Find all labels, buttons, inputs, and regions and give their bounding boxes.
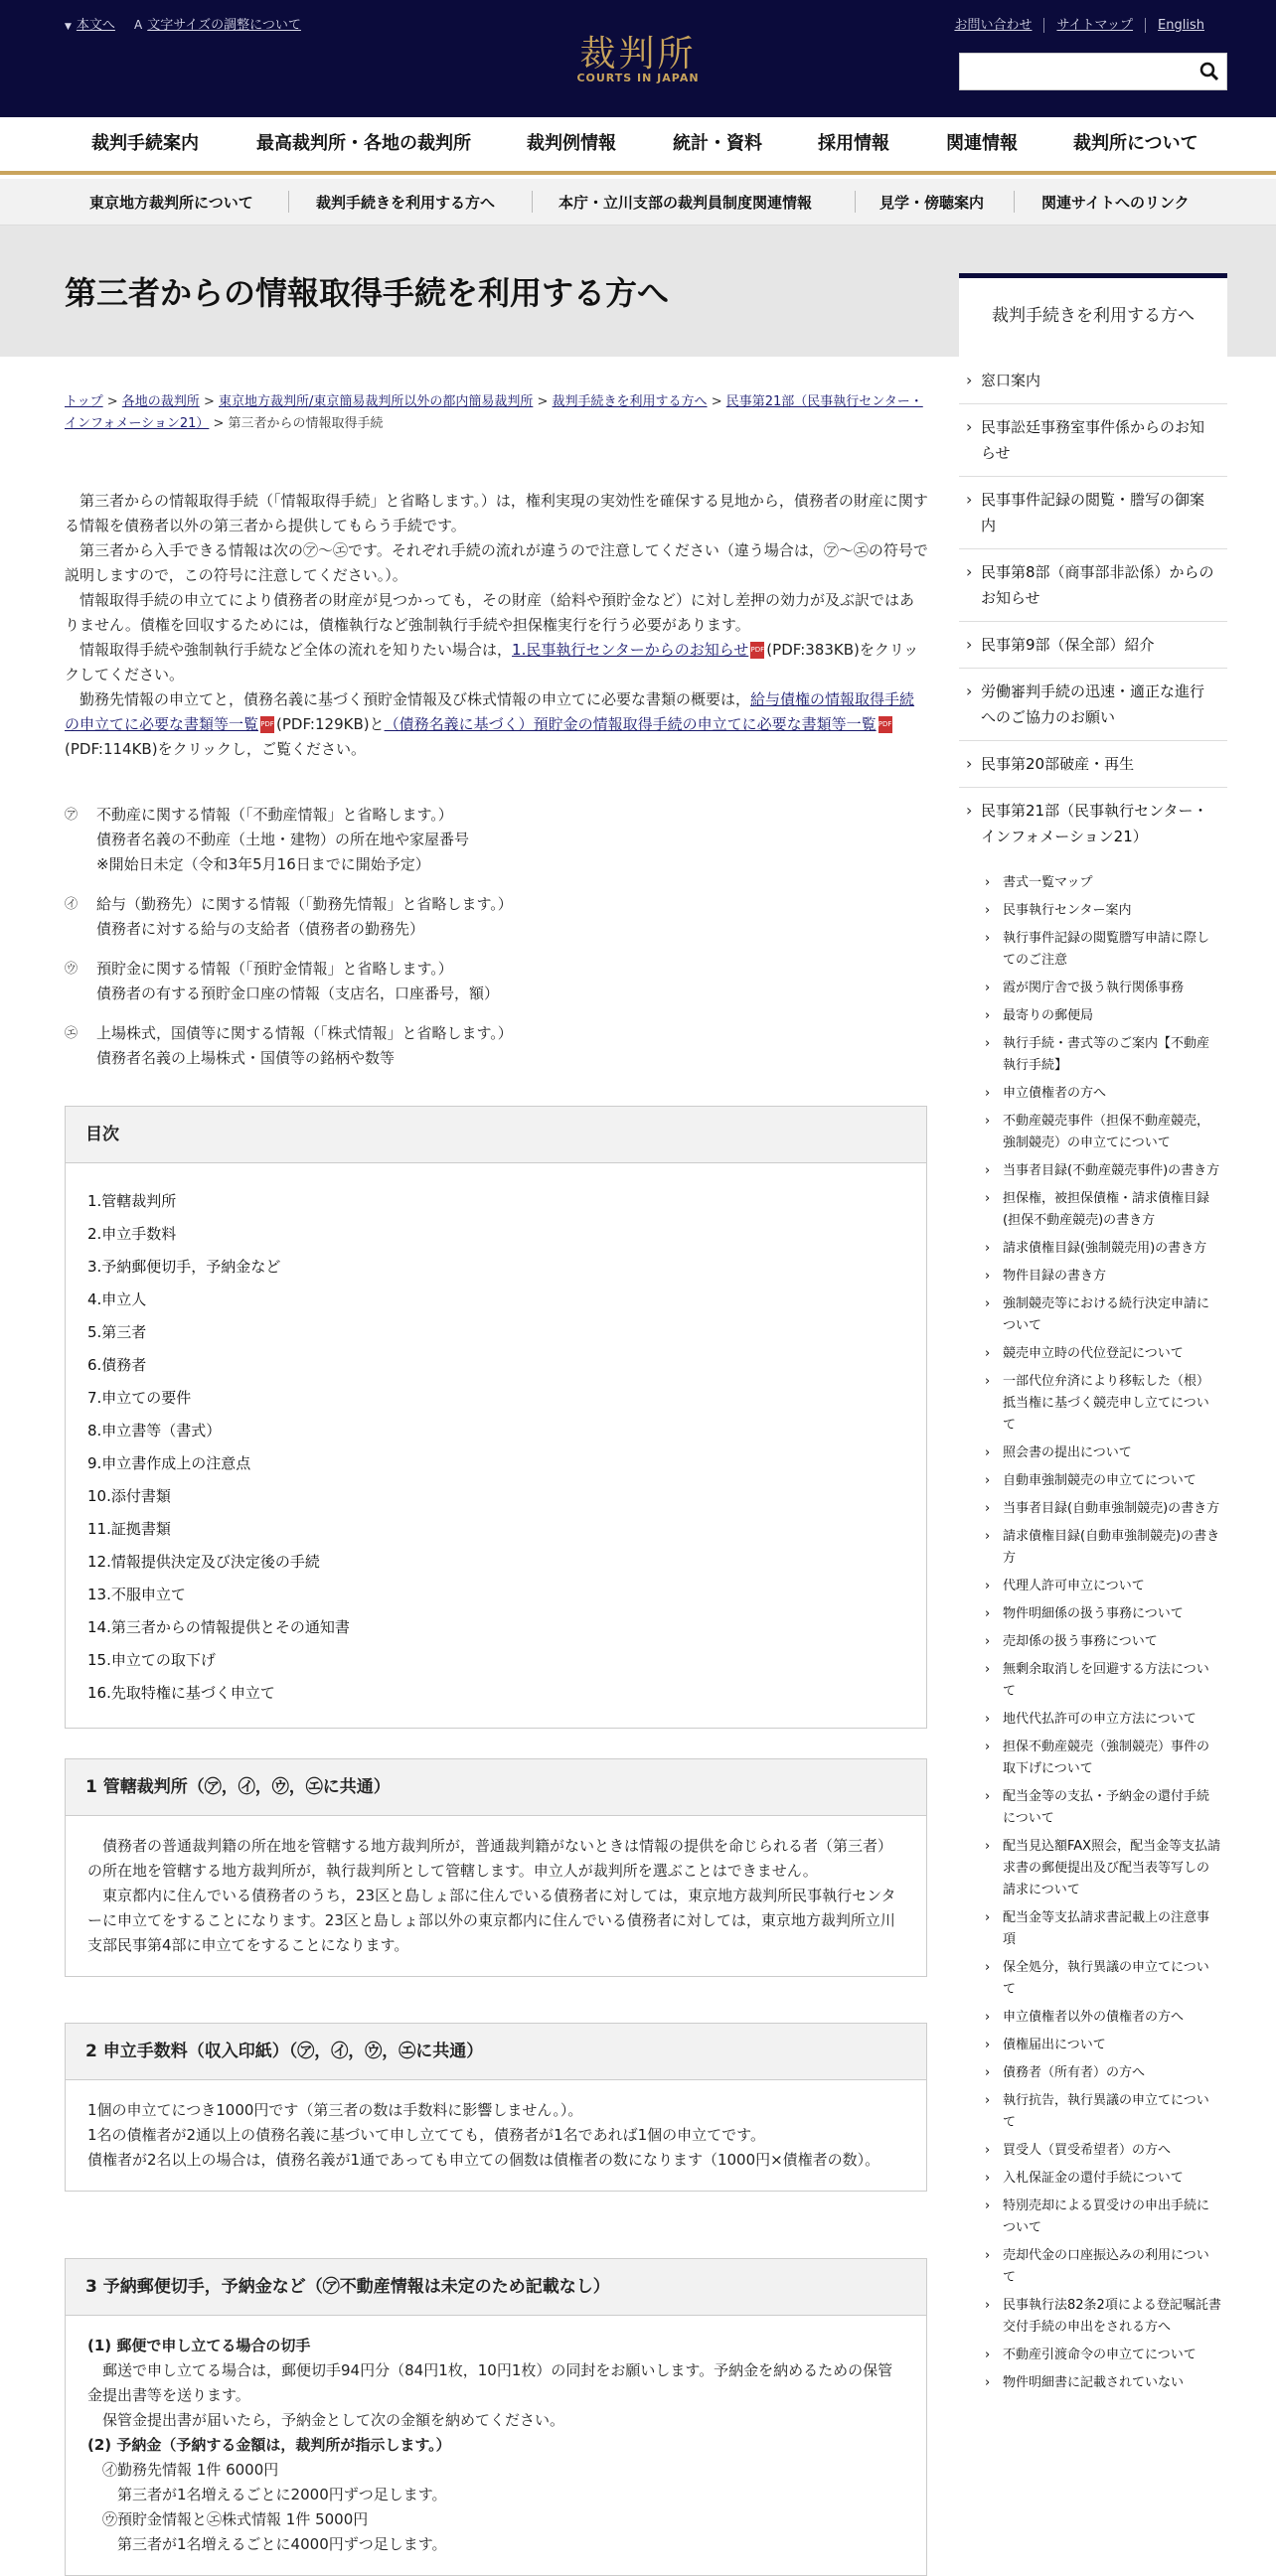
info-type-mark: ㋒ xyxy=(65,962,79,977)
search-icon xyxy=(1191,53,1228,90)
main-nav xyxy=(0,117,1276,173)
sidebar-subitem[interactable]: › 最寄りの郵便局 xyxy=(959,1002,1227,1030)
toc-list xyxy=(66,1163,926,1728)
nav-divider xyxy=(0,171,1276,175)
subnav-separator xyxy=(288,191,289,213)
sidebar-subitem[interactable]: › 配当金等支払請求書記載上の注意事項 xyxy=(959,1904,1227,1954)
sidebar-subitem[interactable]: › 申立債権者の方へ xyxy=(959,1080,1227,1108)
sidebar-item[interactable]: › 労働審判手続の迅速・適正な進行へのご協力のお願い xyxy=(959,669,1227,741)
nav-about[interactable]: 裁判所について xyxy=(1073,133,1198,154)
intro-paragraph xyxy=(65,588,929,638)
section-body xyxy=(66,2080,926,2191)
info-type-item xyxy=(65,1021,929,1071)
toc-link[interactable]: 15.申立ての取下げ xyxy=(87,1651,216,1669)
section-subheading: (1) 郵便で申し立てる場合の切手 xyxy=(87,2337,311,2354)
skip-to-main-label: 本文へ xyxy=(76,18,115,33)
notice-pdf-link[interactable]: 1.民事執行センターからのお知らせ xyxy=(512,641,749,659)
subnav-tours[interactable]: 見学・傍聴案内 xyxy=(879,194,985,212)
subnav-separator xyxy=(532,191,533,213)
sidebar-title[interactable]: 裁判手続きを利用する方へ xyxy=(959,273,1227,357)
search-button[interactable] xyxy=(1191,53,1228,90)
breadcrumb-link[interactable]: 民事第21部（民事執行センター・インフォメーション21） xyxy=(65,394,923,431)
toc-link[interactable]: 9.申立書作成上の注意点 xyxy=(87,1454,251,1472)
sidebar-subitem[interactable]: › 強制競売等における続行決定申請について xyxy=(959,1290,1227,1340)
sidebar-subitem[interactable]: › 執行事件記録の閲覧謄写申請に際してのご注意 xyxy=(959,925,1227,975)
sidebar-subitem[interactable]: › 競売申立時の代位登記について xyxy=(959,1340,1227,1368)
sub-nav xyxy=(0,179,1276,226)
sidebar-subitem[interactable]: › 売却代金の口座振込みの利用について xyxy=(959,2242,1227,2292)
triangle-down-icon: ▼ xyxy=(65,22,72,32)
section-fees xyxy=(65,2023,927,2192)
section-jurisdiction xyxy=(65,1758,927,1977)
breadcrumb-link[interactable]: トップ xyxy=(65,394,103,409)
breadcrumb-separator: > xyxy=(199,394,219,409)
intro-paragraph xyxy=(65,538,929,588)
font-size-icon: A xyxy=(134,18,143,32)
section-paragraph: 1名の債権者が2通以上の債務名義に基づいて申し立てても，債務者が1名であれば1個の申立てです。 xyxy=(87,2126,765,2144)
info-type-item xyxy=(65,957,929,1006)
breadcrumb-separator: > xyxy=(707,394,726,409)
salary-docs-pdf-link[interactable]: 給与債権の情報取得手続の申立てに必要な書類等一覧 xyxy=(65,690,915,733)
intro-p1: 第三者からの情報取得手続（「情報取得手続」と省略します。）は，権利実現の実効性を確保する見地から，債務者の財産に関する情報を債務者以外の第三者から提供してもらう手続です。 xyxy=(65,492,928,534)
sidebar-subitem[interactable]: › 物件目録の書き方 xyxy=(959,1263,1227,1290)
pdf-icon: PDF xyxy=(750,642,764,659)
section-paragraph: 債務者の普通裁判籍の所在地を管轄する地方裁判所が，普通裁判籍がないときは情報の提供を命じられる者（第三者）の所在地を管轄する地方裁判所が，執行裁判所として管轄します。申立人が裁判所を選ぶことはできません。 xyxy=(87,1837,893,1880)
sidebar-subitem[interactable]: › 民事執行センター案内 xyxy=(959,897,1227,925)
info-type-line: 債務者名義の不動産（土地・建物）の所在地や家屋番号 xyxy=(96,831,470,848)
toc-link[interactable]: 6.債務者 xyxy=(87,1356,147,1374)
sidebar-submenu xyxy=(959,859,1227,2397)
sidebar-subitem[interactable]: › 債務者（所有者）の方へ xyxy=(959,2059,1227,2087)
info-type-line: 債務者名義の上場株式・国債等の銘柄や数等 xyxy=(96,1049,396,1067)
sidebar-item-current[interactable]: › 民事第21部（民事執行センター・インフォメーション21） xyxy=(959,788,1227,859)
font-size-help-label: 文字サイズの調整について xyxy=(147,18,301,33)
sidebar-subitem[interactable]: › 請求債権目録(自動車強制競売)の書き方 xyxy=(959,1523,1227,1573)
breadcrumb-separator: > xyxy=(209,416,229,431)
info-type-line: 不動産に関する情報（「不動産情報」と省略します。） xyxy=(96,806,453,824)
sidebar-item[interactable]: › 民事第9部（保全部）紹介 xyxy=(959,622,1227,669)
contact-link[interactable]: お問い合わせ xyxy=(954,18,1033,33)
pdf-icon: PDF xyxy=(878,716,892,733)
sidebar-item[interactable]: › 民事訟廷事務室事件係からのお知らせ xyxy=(959,404,1227,477)
sidebar-subitem[interactable]: › 不動産競売事件（担保不動産競売，強制競売）の申立てについて xyxy=(959,1108,1227,1157)
sidebar-subitem[interactable]: › 売却係の扱う事務について xyxy=(959,1628,1227,1656)
info-type-item xyxy=(65,803,929,877)
section-paragraph: 東京都内に住んでいる債務者のうち，23区と島しょ部に住んでいる債務者に対しては，東京地方裁判所民事執行センターに申立てをすることになります。23区と島しょ部以外の東京都内に住んでいる債務者に対しては，東京地方裁判所立川支部民事第4部に申立てをすることになります。 xyxy=(87,1887,896,1954)
section-body xyxy=(66,1816,926,1976)
info-type-item xyxy=(65,892,929,942)
intro-paragraph xyxy=(65,489,929,538)
site-header xyxy=(0,0,1276,117)
intro-paragraph xyxy=(65,638,929,687)
toc-link[interactable]: 1.管轄裁判所 xyxy=(87,1192,177,1210)
nav-recruitment[interactable]: 採用情報 xyxy=(818,133,889,154)
sidebar-subitem[interactable]: › 担保権，被担保債権・請求債権目録(担保不動産競売)の書き方 xyxy=(959,1185,1227,1235)
intro-p5-text: をクリックし，ご覧ください。 xyxy=(157,740,366,758)
toc-link[interactable]: 11.証拠書類 xyxy=(87,1520,171,1538)
toc-link[interactable]: 2.申立手数料 xyxy=(87,1225,177,1243)
subnav-about-tokyo[interactable]: 東京地方裁判所について xyxy=(89,194,253,212)
info-type-line: 債務者の有する預貯金口座の情報（支店名，口座番号，額） xyxy=(96,985,500,1002)
breadcrumb-link[interactable]: 裁判手続きを利用する方へ xyxy=(552,394,708,409)
intro-p3: 情報取得手続の申立てにより債務者の財産が見つかっても，その財産（給料や預貯金など）に対し差押の効力が及ぶ訳ではありません。債権を回収するためには，債権執行など強制執行手続や担保権実行を行う必要があります。 xyxy=(65,591,915,634)
info-type-line: 預貯金に関する情報（「預貯金情報」と省略します。） xyxy=(96,960,453,978)
toc-link[interactable]: 16.先取特権に基づく申立て xyxy=(87,1684,275,1702)
toc-link[interactable]: 14.第三者からの情報提供とその通知書 xyxy=(87,1618,350,1636)
info-type-mark: ㋑ xyxy=(65,897,79,912)
sidebar-subitem[interactable]: › 無剰余取消しを回避する方法について xyxy=(959,1656,1227,1706)
info-type-line: 債務者に対する給与の支給者（債務者の勤務先） xyxy=(96,920,425,938)
sitemap-link[interactable]: サイトマップ xyxy=(1043,18,1145,33)
utility-links xyxy=(942,14,1216,33)
sidebar-subitem[interactable]: › 申立債権者以外の債権者の方へ xyxy=(959,2004,1227,2032)
breadcrumb-separator: > xyxy=(533,394,553,409)
section-title: 2 申立手数料（収入印紙）（㋐，㋑，㋒，㋓に共通） xyxy=(66,2024,926,2080)
toc-link[interactable]: 13.不服申立て xyxy=(87,1586,186,1603)
subnav-users[interactable]: 裁判手続きを利用する方へ xyxy=(316,194,496,212)
site-logo[interactable]: 裁判所 xyxy=(579,34,697,75)
nav-procedures[interactable]: 裁判手続案内 xyxy=(91,133,199,154)
sidebar-subitem[interactable]: › 物件明細書に記載されていない xyxy=(959,2369,1227,2397)
sidebar-subitem[interactable]: › 地代代払許可の申立方法について xyxy=(959,1706,1227,1734)
sidebar-subitem[interactable]: › 民事執行法82条2項による登記嘱託書交付手続の申出をされる方へ xyxy=(959,2292,1227,2342)
sidebar-subitem[interactable]: › 代理人許可申立について xyxy=(959,1573,1227,1600)
section-paragraph: 保管金提出書が届いたら，予納金として次の金額を納めてください。 xyxy=(102,2411,565,2429)
sidebar-subitem[interactable]: › 債権届出について xyxy=(959,2032,1227,2059)
intro-p5-text: 勤務先情報の申立てと，債務名義に基づく預貯金情報及び株式情報の申立てに必要な書類の概要は， xyxy=(80,690,751,708)
section-title: 3 予納郵便切手，予納金など（㋐不動産情報は未定のため記載なし） xyxy=(66,2259,926,2316)
intro-p4-text: をクリックしてください。 xyxy=(65,641,919,683)
sidebar-subitem[interactable]: › 特別売却による買受けの申出手続について xyxy=(959,2193,1227,2242)
info-type-list xyxy=(65,803,929,1086)
sidebar-subitem[interactable]: › 買受人（買受希望者）の方へ xyxy=(959,2137,1227,2165)
intro-p4-text: 情報取得手続や強制執行手続など全体の流れを知りたい場合は， xyxy=(80,641,513,659)
pdf-size: (PDF:114KB) xyxy=(65,740,158,758)
fee-line: 第三者が1名増えるごとに2000円ずつ足します。 xyxy=(117,2486,447,2503)
sidebar-subitem[interactable]: › 執行抗告，執行異議の申立てについて xyxy=(959,2087,1227,2137)
fee-line: ㋒預貯金情報と㋓株式情報 1件 5000円 xyxy=(102,2510,369,2528)
section-paragraph: 郵送で申し立てる場合は，郵便切手94円分（84円1枚，10円1枚）の同封をお願いします。予納金を納めるための保管金提出書等を送ります。 xyxy=(87,2361,893,2404)
sidebar-item[interactable]: › 民事第20部破産・再生 xyxy=(959,741,1227,788)
sidebar-item[interactable]: › 民事第8部（商事部非訟係）からのお知らせ xyxy=(959,549,1227,622)
info-type-line: ※開始日未定（令和3年5月16日までに開始予定） xyxy=(96,855,430,873)
english-link[interactable]: English xyxy=(1145,18,1216,33)
toc-link[interactable]: 5.第三者 xyxy=(87,1323,147,1341)
sidebar-subitem[interactable]: › 一部代位弁済により移転した（根）抵当権に基づく競売申し立てについて xyxy=(959,1368,1227,1440)
subnav-separator xyxy=(1014,191,1015,213)
subnav-links[interactable]: 関連サイトへのリンク xyxy=(1041,194,1190,212)
info-type-mark: ㋓ xyxy=(65,1026,79,1041)
section-subheading: (2) 予納金（予納する金額は，裁判所が指示します。） xyxy=(87,2436,451,2454)
subnav-separator xyxy=(855,191,856,213)
pdf-size: (PDF:383KB) xyxy=(766,641,860,659)
sidebar-subitem[interactable]: › 照会書の提出について xyxy=(959,1440,1227,1467)
sidebar-subitem[interactable]: › 配当金等の支払・予納金の還付手続について xyxy=(959,1783,1227,1833)
intro-p2: 第三者から入手できる情報は次の㋐～㋓です。それぞれ手続の流れが違うので注意してください（違う場合は，㋐～㋓の符号で説明しますので，この符号に注意してください。）。 xyxy=(65,541,928,584)
info-type-mark: ㋐ xyxy=(65,808,79,823)
sidebar-subitem[interactable]: › 当事者目録(自動車強制競売)の書き方 xyxy=(959,1495,1227,1523)
sidebar-subitem[interactable]: › 請求債権目録(強制競売用)の書き方 xyxy=(959,1235,1227,1263)
sidebar-subitem[interactable]: › 物件明細係の扱う事務について xyxy=(959,1600,1227,1628)
toc-link[interactable]: 3.予納郵便切手，予納金など xyxy=(87,1258,281,1276)
sidebar-subitem[interactable]: › 保全処分，執行異議の申立てについて xyxy=(959,1954,1227,2004)
sidebar-subitem[interactable]: › 不動産引渡命令の申立てについて xyxy=(959,2342,1227,2369)
section-paragraph: 債権者が2名以上の場合は，債務名義が1通であっても申立ての個数は債権者の数になります（1000円×債権者の数）。 xyxy=(87,2151,880,2169)
nav-courts[interactable]: 最高裁判所・各地の裁判所 xyxy=(256,133,471,154)
nav-related[interactable]: 関連情報 xyxy=(946,133,1018,154)
sidebar-subitem[interactable]: › 霞が関庁舎で扱う執行関係事務 xyxy=(959,975,1227,1002)
sidebar-subitem[interactable]: › 書式一覧マップ xyxy=(959,869,1227,897)
section-body xyxy=(66,2316,926,2575)
breadcrumb-link[interactable]: 各地の裁判所 xyxy=(121,394,200,409)
breadcrumb-link[interactable]: 東京地方裁判所/東京簡易裁判所以外の都内簡易裁判所 xyxy=(218,394,534,409)
fee-line: ㋑勤務先情報 1件 6000円 xyxy=(102,2461,279,2479)
section-deposit xyxy=(65,2258,927,2576)
sidebar-menu xyxy=(959,358,1227,2397)
table-of-contents xyxy=(65,1106,927,1729)
breadcrumb-current: 第三者からの情報取得手続 xyxy=(228,416,384,431)
breadcrumb-separator: > xyxy=(102,394,122,409)
sidebar-subitem[interactable]: › 執行手続・書式等のご案内【不動産執行手続】 xyxy=(959,1030,1227,1080)
toc-link[interactable]: 7.申立ての要件 xyxy=(87,1389,192,1407)
search-input[interactable] xyxy=(959,53,1227,90)
section-paragraph: 1個の申立てにつき1000円です（第三者の数は手数料に影響しません。）。 xyxy=(87,2101,583,2119)
sidebar-subitem[interactable]: › 自動車強制競売の申立てについて xyxy=(959,1467,1227,1495)
breadcrumb xyxy=(65,391,929,435)
sidebar-subitem[interactable]: › 配当見込額FAX照会，配当金等支払請求書の郵便提出及び配当表等写しの請求について xyxy=(959,1833,1227,1904)
intro-p5-text: と xyxy=(369,715,385,733)
fee-line: 第三者が1名増えるごとに4000円ずつ足します。 xyxy=(117,2535,447,2553)
section-title: 1 管轄裁判所（㋐，㋑，㋒，㋓に共通） xyxy=(66,1759,926,1816)
intro-text xyxy=(65,489,929,762)
pdf-size: (PDF:129KB) xyxy=(276,715,370,733)
intro-paragraph xyxy=(65,687,929,762)
toc-link[interactable]: 8.申立書等（書式） xyxy=(87,1422,222,1440)
toc-title: 目次 xyxy=(66,1107,926,1163)
toc-link[interactable]: 10.添付書類 xyxy=(87,1487,171,1505)
info-type-line: 給与（勤務先）に関する情報（「勤務先情報」と省略します。） xyxy=(96,895,513,913)
pdf-icon: PDF xyxy=(260,716,274,733)
toc-link[interactable]: 4.申立人 xyxy=(87,1290,147,1308)
toc-link[interactable]: 12.情報提供決定及び決定後の手続 xyxy=(87,1553,320,1571)
deposit-docs-pdf-link[interactable]: （債務名義に基づく）預貯金の情報取得手続の申立てに必要な書類等一覧 xyxy=(384,715,877,733)
site-logo-english: COURTS IN JAPAN xyxy=(576,72,700,84)
sidebar-item[interactable]: › 民事事件記録の閲覧・謄写の御案内 xyxy=(959,477,1227,549)
sidebar-subitem[interactable]: › 当事者目録(不動産競売事件)の書き方 xyxy=(959,1157,1227,1185)
page-title: 第三者からの情報取得手続を利用する方へ xyxy=(65,274,670,312)
info-type-line: 上場株式，国債等に関する情報（「株式情報」と省略します。） xyxy=(96,1024,513,1042)
subnav-saibanin[interactable]: 本庁・立川支部の裁判員制度関連情報 xyxy=(558,194,813,212)
sidebar-subitem[interactable]: › 入札保証金の還付手続について xyxy=(959,2165,1227,2193)
nav-statistics[interactable]: 統計・資料 xyxy=(673,133,762,154)
sidebar-item[interactable]: › 窓口案内 xyxy=(959,358,1227,404)
nav-case-law[interactable]: 裁判例情報 xyxy=(527,133,616,154)
sidebar-subitem[interactable]: › 担保不動産競売（強制競売）事件の取下げについて xyxy=(959,1734,1227,1783)
